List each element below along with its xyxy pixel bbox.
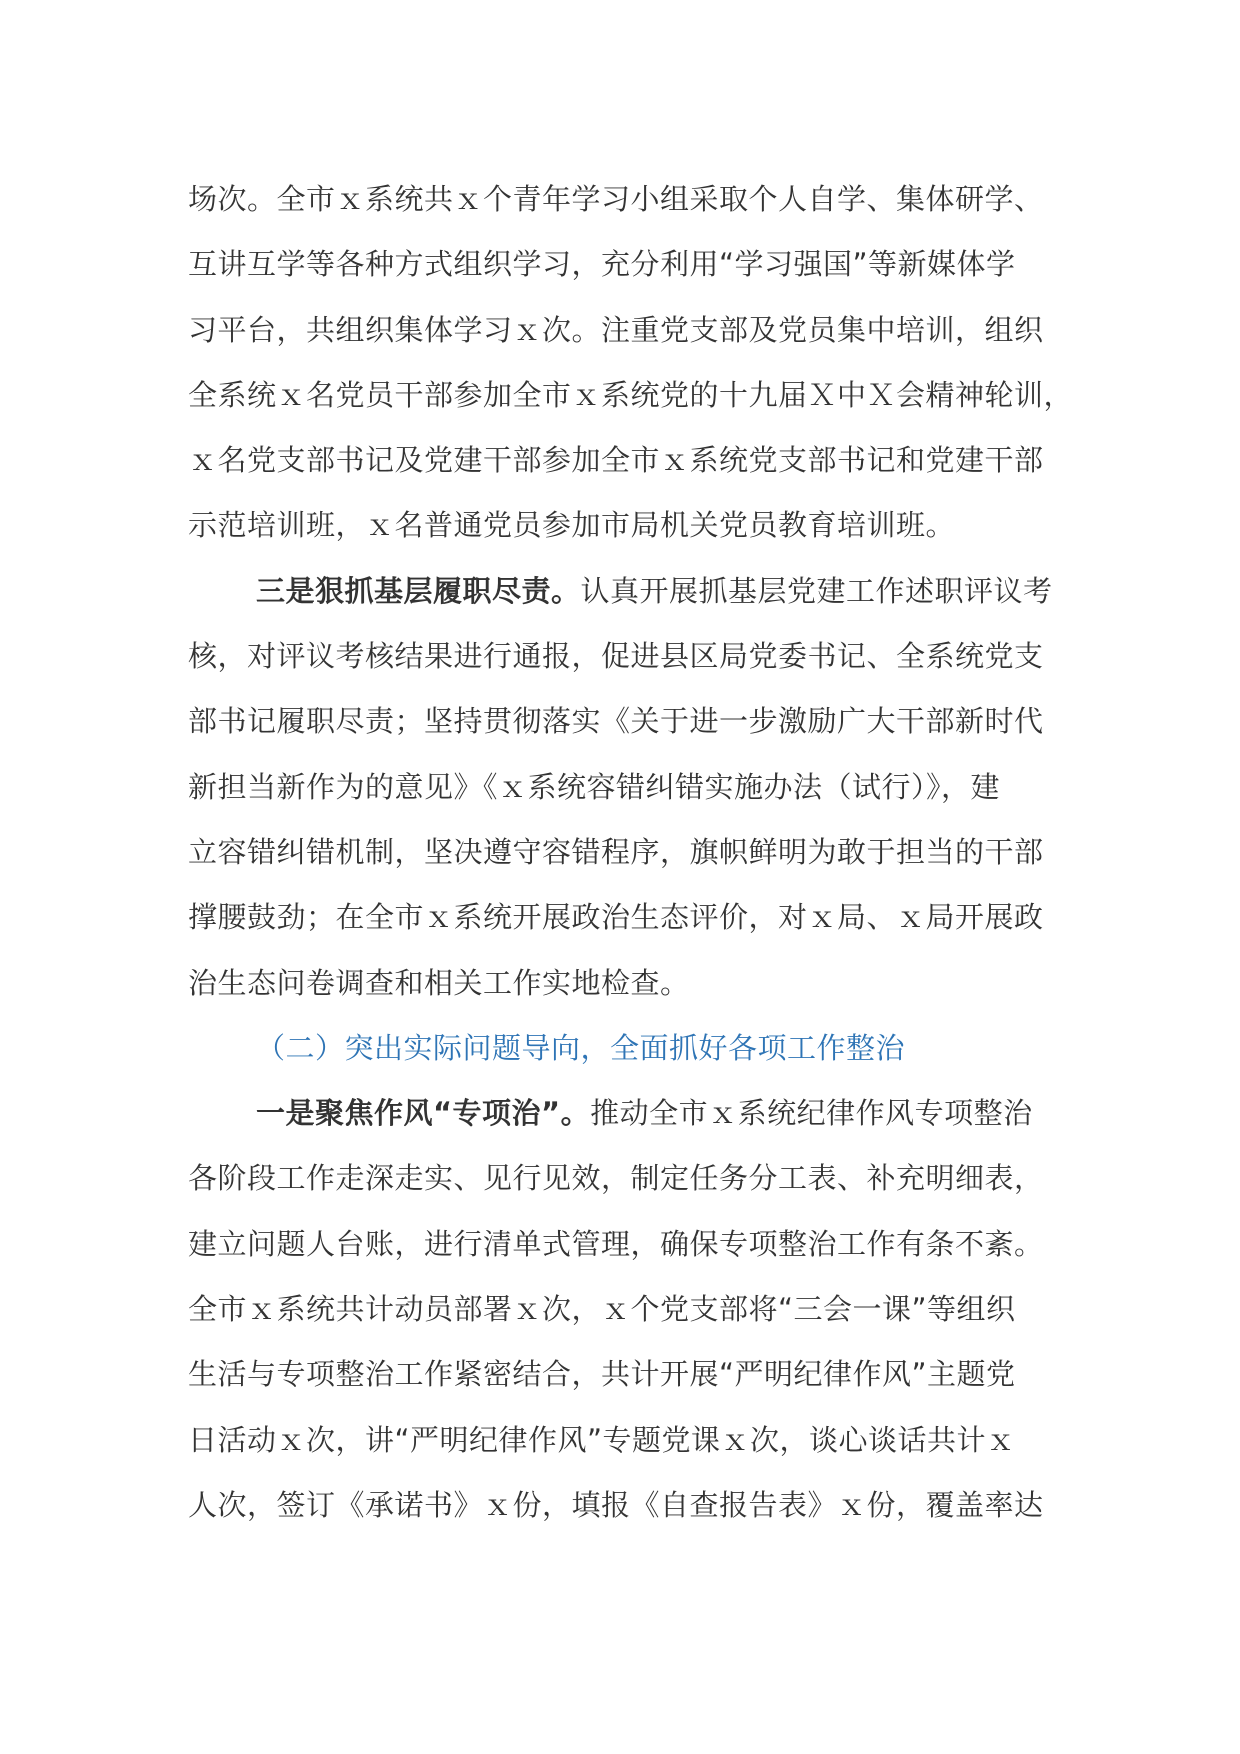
paragraph-lead-bold: 一是聚焦作风“专项治”。 <box>256 1096 591 1131</box>
text-line: 部书记履职尽责；坚持贯彻落实《关于进一步激励广大干部新时代 <box>188 704 1044 739</box>
paragraph-first-line <box>188 562 1068 627</box>
text-line: 核，对评议考核结果进行通报，促进县区局党委书记、全系统党支 <box>188 639 1044 674</box>
text-line: 治生态问卷调查和相关工作实地检查。 <box>188 965 690 1000</box>
text-line: ｘ名党支部书记及党建干部参加全市ｘ系统党支部书记和党建干部 <box>188 443 1044 478</box>
text-line: 全系统ｘ名党员干部参加全市ｘ系统党的十九届Ｘ中Ｘ会精神轮训， <box>188 377 1074 412</box>
text-line: 场次。全市ｘ系统共ｘ个青年学习小组采取个人自学、集体研学、 <box>188 182 1044 216</box>
section-heading: （二）突出实际问题导向，全面抓好各项工作整治 <box>256 1030 906 1065</box>
text-line: 示范培训班，ｘ名普通党员参加市局机关党员教育培训班。 <box>188 508 956 543</box>
text-line: 各阶段工作走深走实、见行见效，制定任务分工表、补充明细表， <box>188 1161 1044 1196</box>
text-line: 全市ｘ系统共计动员部署ｘ次，ｘ个党支部将“三会一课”等组织 <box>188 1292 1016 1327</box>
paragraph-first-line <box>188 1084 1068 1149</box>
text-line: 人次，签订《承诺书》ｘ份，填报《自查报告表》ｘ份，覆盖率达 <box>188 1487 1044 1522</box>
text-line: 立容错纠错机制，坚决遵守容错程序，旗帜鲜明为敢于担当的干部 <box>188 834 1044 869</box>
text-line: 日活动ｘ次，讲“严明纪律作风”专题党课ｘ次，谈心谈话共计ｘ <box>188 1422 1016 1457</box>
text-line: 习平台，共组织集体学习ｘ次。注重党支部及党员集中培训，组织 <box>188 312 1044 347</box>
text-line: 建立问题人台账，进行清单式管理，确保专项整治工作有条不紊。 <box>188 1226 1044 1261</box>
document-body <box>188 170 1074 1541</box>
paragraph-text: 推动全市ｘ系统纪律作风专项整治 <box>590 1096 1033 1131</box>
text-line: 撑腰鼓劲；在全市ｘ系统开展政治生态评价，对ｘ局、ｘ局开展政 <box>188 900 1044 935</box>
text-line: 互讲互学等各种方式组织学习，充分利用“学习强国”等新媒体学 <box>188 247 1016 282</box>
text-line: 新担当新作为的意见》《ｘ系统容错纠错实施办法（试行）》，建 <box>188 769 1001 804</box>
paragraph-lead-bold: 三是狠抓基层履职尽责。 <box>256 573 581 608</box>
paragraph-text: 认真开展抓基层党建工作述职评议考 <box>580 573 1053 608</box>
text-line: 生活与专项整治工作紧密结合，共计开展“严明纪律作风”主题党 <box>188 1357 1016 1392</box>
